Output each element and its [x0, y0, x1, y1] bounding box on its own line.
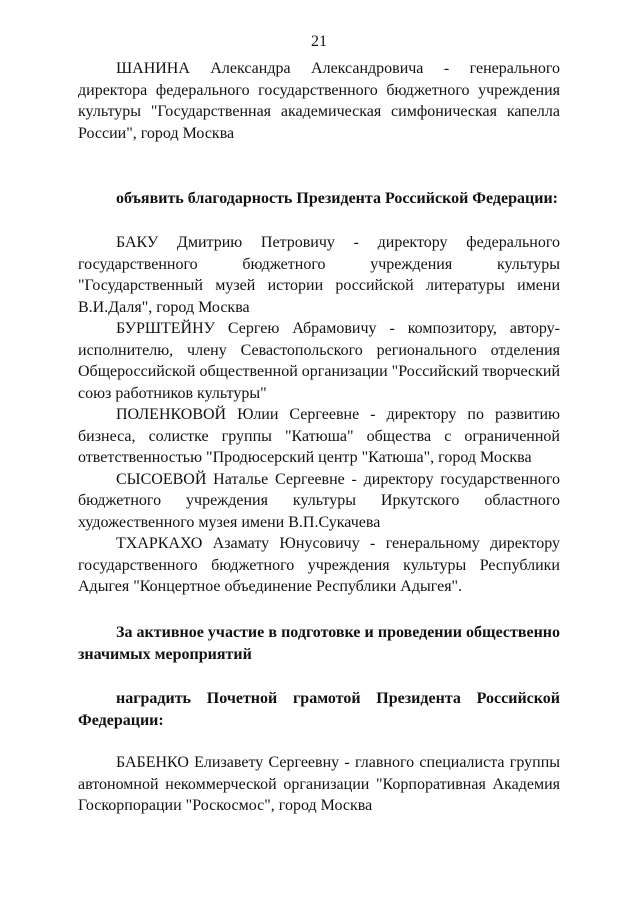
page-number: 21	[311, 33, 327, 50]
paragraph-shanin: ШАНИНА Александра Александровича - генерального директора федерального государственного бюджетного учреждения культуры "Государственная академическая симфоническая капелла России", город Москва	[78, 60, 560, 142]
section-heading-participation	[78, 622, 560, 665]
award-entry-shanin	[78, 58, 560, 144]
award-list	[78, 752, 560, 817]
participation-heading-text: За активное участие в подготовке и проведении общественно значимых мероприятий	[78, 624, 560, 663]
paragraph-burshteyn: БУРШТЕЙНУ Сергею Абрамовичу - композитору, автору-исполнителю, члену Севастопольского регионального отделения Общероссийской общественной организации "Российский творческий союз работников культуры"	[78, 320, 561, 402]
paragraph-babenko: БАБЕНКО Елизавету Сергеевну - главного специалиста группы автономной некоммерческой организации "Корпоративная Академия Госкорпорации "Роскосмос", город Москва	[78, 754, 560, 814]
gratitude-heading	[78, 188, 560, 210]
award-heading	[78, 688, 560, 731]
award-heading-text: наградить Почетной грамотой Президента Российской Федерации:	[78, 690, 560, 729]
gratitude-heading-text: объявить благодарность Президента Российской Федерации:	[116, 190, 558, 207]
paragraph-sysoeva: СЫСОЕВОЙ Наталье Сергеевне - директору государственного бюджетного учреждения культуры Иркутского областного художественного музея имени В.П.Сукачева	[78, 470, 560, 531]
paragraph-polenkova: ПОЛЕНКОВОЙ Юлии Сергеевне - директору по развитию бизнеса, солистке группы "Катюша" общества с ограниченной ответственностью "Продюсерский центр "Катюша", город Москва	[78, 406, 560, 466]
paragraph-baku: БАКУ Дмитрию Петровичу - директору федерального государственного бюджетного учреждения культуры "Государственный музей истории российской литературы имени В.И.Даля", город Москва	[78, 234, 560, 316]
paragraph-tkharkakho: ТХАРКАХО Азамату Юнусовичу - генеральному директору государственного бюджетного учреждения культуры Республики Адыгея "Концертное объединение Республики Адыгея".	[78, 535, 560, 595]
gratitude-list	[78, 232, 560, 598]
